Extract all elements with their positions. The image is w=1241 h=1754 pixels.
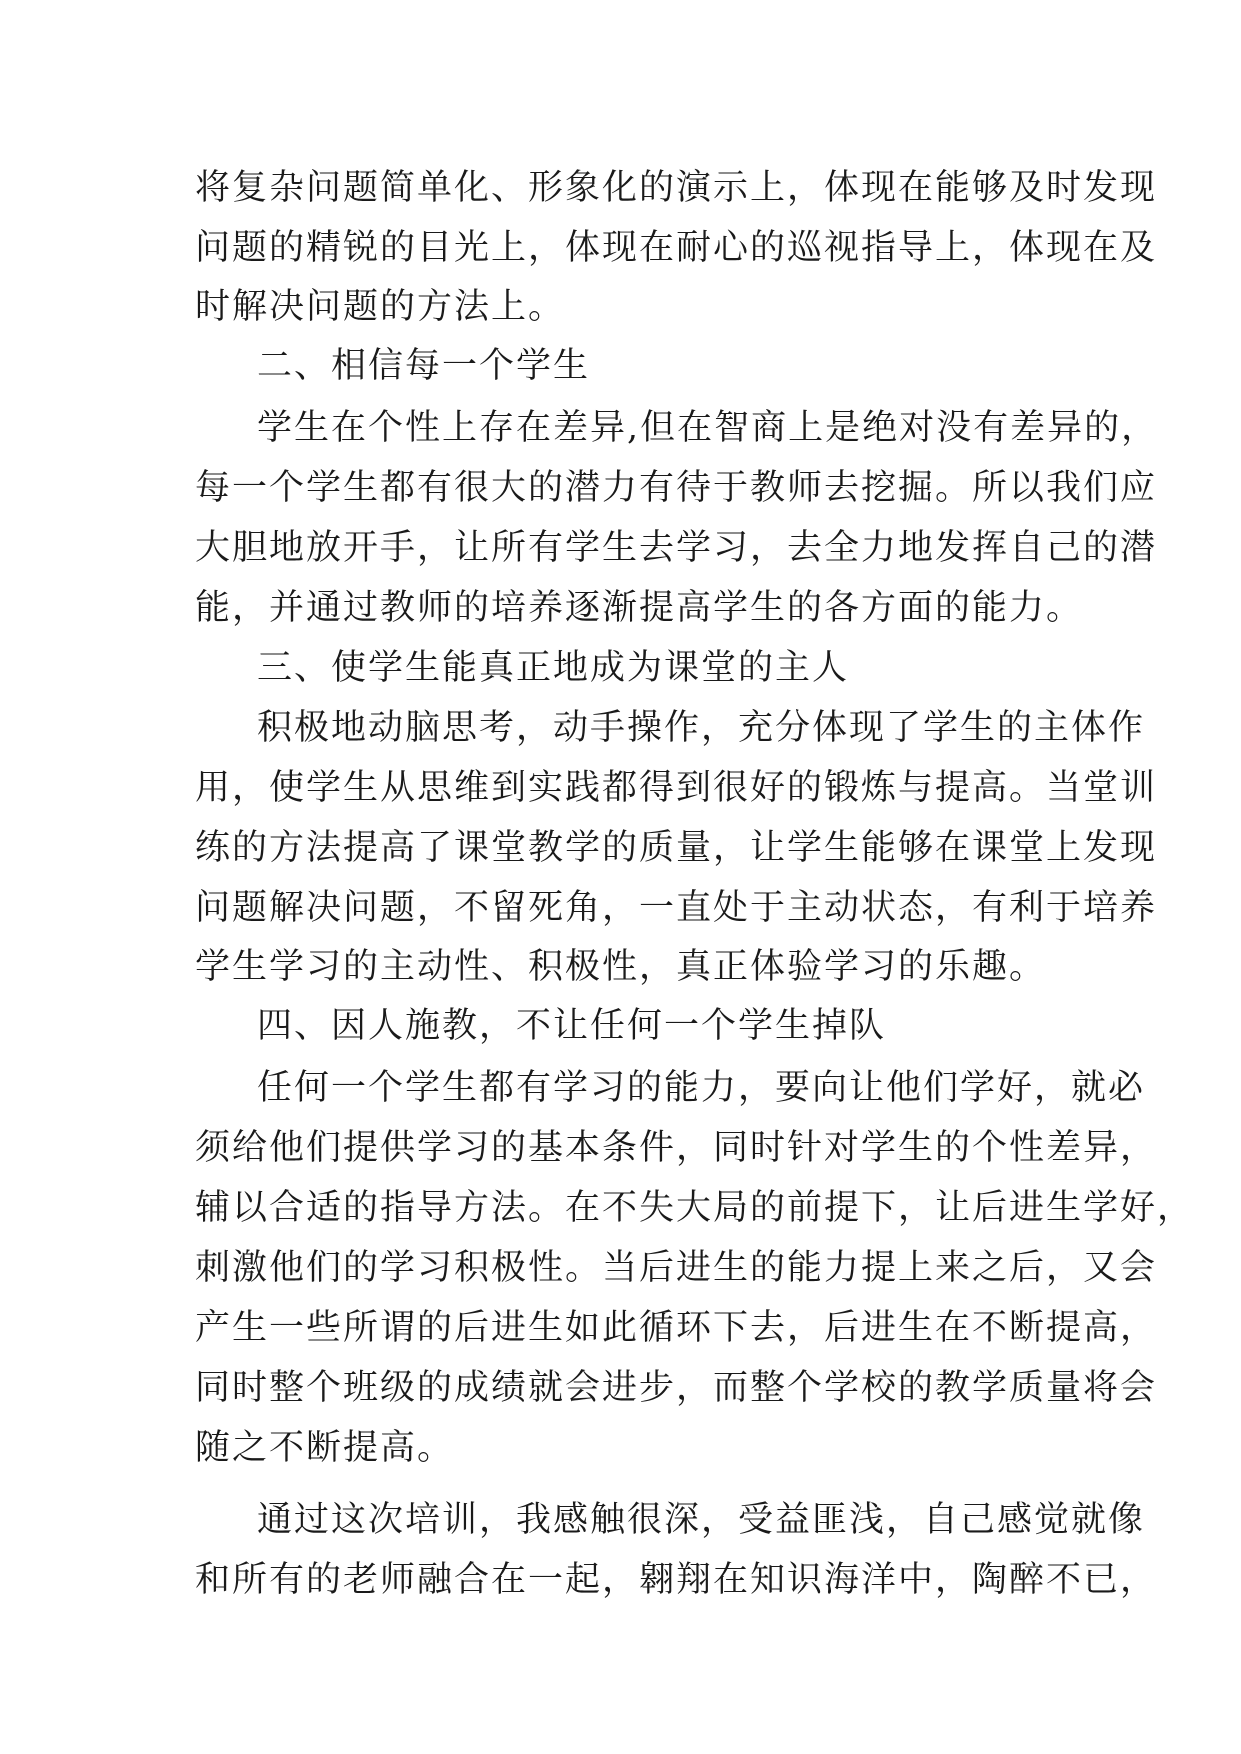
body-text-line: 辅以合适的指导方法。在不失大局的前提下，让后进生学好， <box>195 1188 1195 1228</box>
body-text-line: 通过这次培训，我感触很深，受益匪浅，自己感觉就像 <box>257 1500 1146 1540</box>
body-text-line: 学生在个性上存在差异,但在智商上是绝对没有差异的， <box>257 408 1159 448</box>
body-text-line: 练的方法提高了课堂教学的质量，让学生能够在课堂上发现 <box>195 828 1158 868</box>
body-text-line: 随之不断提高。 <box>195 1428 455 1468</box>
body-text-line: 须给他们提供学习的基本条件，同时针对学生的个性差异， <box>195 1128 1158 1168</box>
body-text-line: 积极地动脑思考，动手操作，充分体现了学生的主体作 <box>257 708 1146 748</box>
body-text-line: 产生一些所谓的后进生如此循环下去，后进生在不断提高， <box>195 1308 1158 1348</box>
body-text-line: 能，并通过教师的培养逐渐提高学生的各方面的能力。 <box>195 588 1084 628</box>
body-text-line: 每一个学生都有很大的潜力有待于教师去挖掘。所以我们应 <box>195 468 1158 508</box>
body-text-line: 刺激他们的学习积极性。当后进生的能力提上来之后，又会 <box>195 1248 1158 1288</box>
body-text-line: 同时整个班级的成绩就会进步，而整个学校的教学质量将会 <box>195 1368 1158 1408</box>
body-text-line: 和所有的老师融合在一起，翱翔在知识海洋中，陶醉不已， <box>195 1560 1158 1600</box>
section-heading: 四、因人施教，不让任何一个学生掉队 <box>257 1006 887 1046</box>
body-text-line: 用，使学生从思维到实践都得到很好的锻炼与提高。当堂训 <box>195 768 1158 808</box>
body-text-line: 问题的精锐的目光上，体现在耐心的巡视指导上，体现在及 <box>195 228 1158 268</box>
body-text-line: 将复杂问题简单化、形象化的演示上，体现在能够及时发现 <box>195 168 1158 208</box>
body-text-line: 问题解决问题，不留死角，一直处于主动状态，有利于培养 <box>195 888 1158 928</box>
section-heading: 三、使学生能真正地成为课堂的主人 <box>257 648 850 688</box>
body-text-line: 任何一个学生都有学习的能力，要向让他们学好，就必 <box>257 1068 1146 1108</box>
body-text-line: 时解决问题的方法上。 <box>195 287 566 327</box>
section-heading: 二、相信每一个学生 <box>257 346 591 386</box>
body-text-line: 学生学习的主动性、积极性，真正体验学习的乐趣。 <box>195 947 1047 987</box>
body-text-line: 大胆地放开手，让所有学生去学习，去全力地发挥自己的潜 <box>195 528 1158 568</box>
